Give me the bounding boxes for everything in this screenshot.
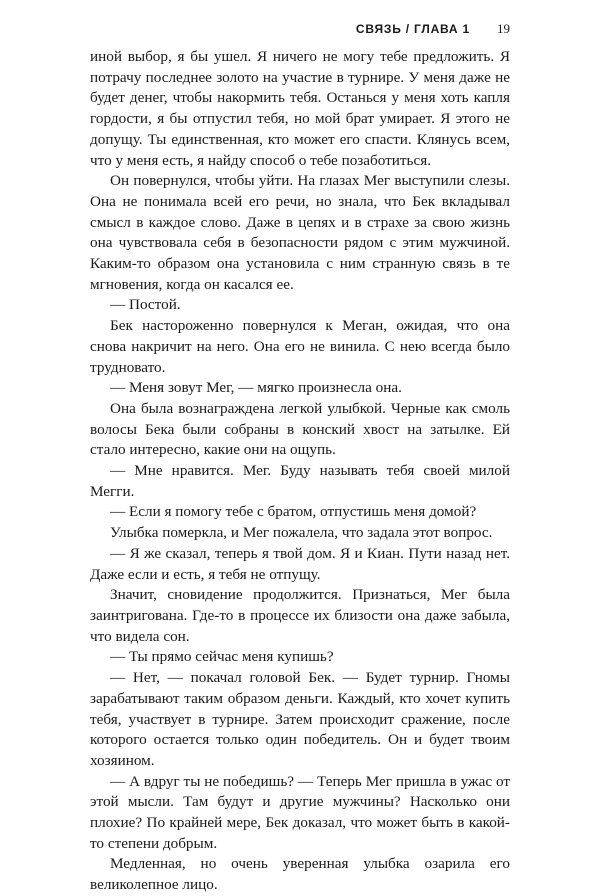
paragraph: — Постой. xyxy=(110,296,181,314)
paragraph: Медленная, но очень уверенная улыбка озарила его великолепное лицо. xyxy=(90,855,510,894)
paragraph: Значит, сновидение продолжится. Признаться, Мег была заинтригована. Где-то в процессе их близости она даже забыла, что видела сон. xyxy=(90,586,510,645)
paragraph: — Если я помогу тебе с братом, отпустишь меня домой? xyxy=(110,503,477,521)
paragraph: — Нет, — покачал головой Бек. — Будет турнир. Гномы зарабатывают таким образом деньги. Каждый, кто хочет купить тебя, участвует в турнире. Затем происходит сражение, после которого остается только один победитель. Он и будет твоим хозяином. xyxy=(90,669,510,769)
paragraph: — Я же сказал, теперь я твой дом. Я и Киан. Пути назад нет. Даже если и есть, я тебя не отпущу. xyxy=(90,544,510,583)
running-title: СВЯЗЬ / ГЛАВА 1 xyxy=(355,22,470,36)
paragraph: — Мне нравится. Мег. Буду называть тебя своей милой Мегги. xyxy=(90,462,510,500)
page-header xyxy=(90,20,510,38)
paragraph: Улыбка померкла, и Мег пожалела, что задала этот вопрос. xyxy=(110,524,493,542)
body-text xyxy=(90,47,510,896)
paragraph: Она была вознаграждена легкой улыбкой. Черные как смоль волосы Бека были собраны в конский хвост на затылке. Ей стало интересно, какие они на ощупь. xyxy=(90,399,510,459)
page-number: 19 xyxy=(497,21,510,36)
paragraph: Бек настороженно повернулся к Меган, ожидая, что она снова накричит на него. Она его не винила. С нею всегда было трудновато. xyxy=(90,317,510,376)
paragraph: Он повернулся, чтобы уйти. На глазах Мег выступили слезы. Она не понимала всей его речи, но знала, что Бек вкладывал смысл в каждое слово. Даже в цепях и в страхе за свою жизнь она чувствовала себя в безопасности рядом с этим мужчиной. Каким-то образом она установила с ним странную связь в те мгновения, когда он касался ее. xyxy=(90,172,510,293)
paragraph: иной выбор, я бы ушел. Я ничего не могу тебе предложить. Я потрачу последнее золото на участие в турнире. У меня даже не будет денег, чтобы накормить тебя. Останься у меня хоть капля гордости, я бы отпустил тебя, но мой брат умирает. Я этого не допущу. Ты единственная, кто может его спасти. Клянусь всем, что у меня есть, я найду способ о тебе позаботиться. xyxy=(90,48,510,169)
paragraph: — А вдруг ты не победишь? — Теперь Мег пришла в ужас от этой мысли. Там будут и другие мужчины? Насколько они плохие? По крайней мере, Бек доказал, что может быть в какой-то степени добрым. xyxy=(90,772,510,852)
paragraph: — Меня зовут Мег, — мягко произнесла она. xyxy=(110,379,402,397)
paragraph: — Ты прямо сейчас меня купишь? xyxy=(110,648,334,666)
